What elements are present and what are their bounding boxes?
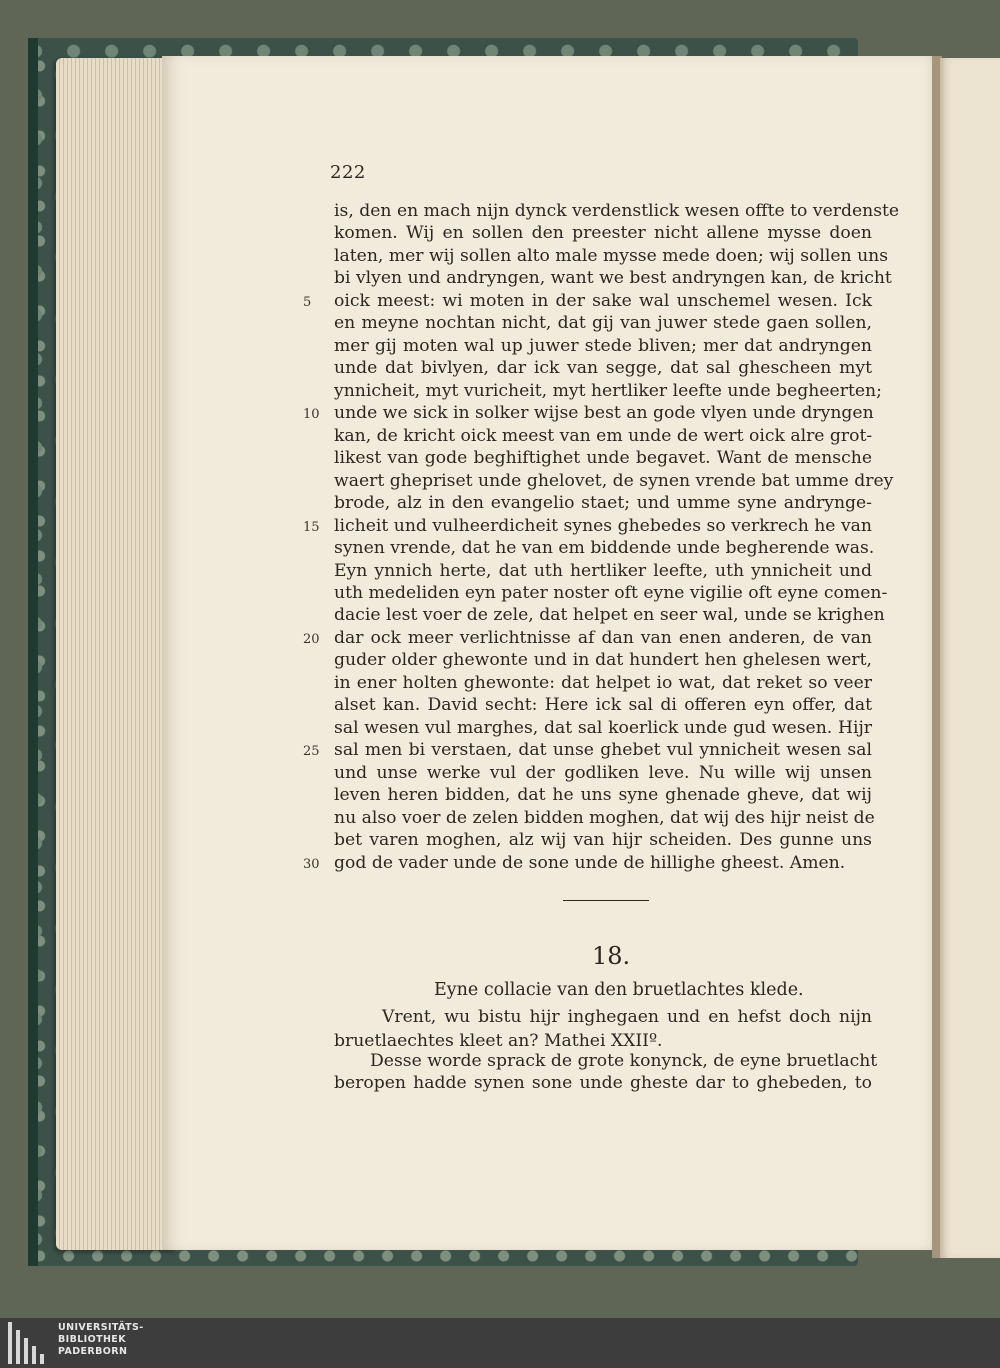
text-line: god de vader unde de sone unde de hillighe gheest. Amen. (334, 853, 846, 873)
text-line: dacie lest voer de zele, dat helpet en seer wal, unde se krighen (334, 605, 885, 625)
text-line: und unse werke vul der godliken leve. Nu wille wij unsen (334, 763, 872, 783)
text-line: waert ghepriset unde ghelovet, de synen vrende bat umme drey (334, 471, 894, 491)
text-line: brode, alz in den evangelio staet; und umme syne andrynge- (334, 493, 872, 513)
text-line: Eyn ynnich herte, dat uth hertliker leefte, uth ynnicheit und (334, 561, 872, 581)
footer-line-3: PADERBORN (58, 1346, 128, 1357)
section-title: Eyne collacie van den bruetlachtes klede. (434, 980, 804, 1000)
text-line: komen. Wij en sollen den preester nicht allene mysse doen (334, 223, 872, 243)
page-stack (56, 58, 176, 1250)
section-number: 18. (592, 942, 631, 970)
section-text-line: Desse worde sprack de grote konynck, de eyne bruetlacht (370, 1051, 878, 1071)
text-line: nu also voer de zelen bidden moghen, dat wij des hijr neist de (334, 808, 875, 828)
text-line: kan, de kricht oick meest van em unde de wert oick alre grot- (334, 426, 873, 446)
line-number: 20 (303, 632, 320, 647)
text-line: guder older ghewonte und in dat hundert hen ghelesen wert, (334, 650, 872, 670)
library-logo-icon (8, 1322, 48, 1364)
footer-line-2: BIBLIOTHEK (58, 1334, 126, 1345)
page-number: 222 (330, 162, 366, 183)
section-text-line: Vrent, wu bistu hijr inghegaen und en hefst doch nijn (382, 1007, 872, 1027)
text-line: synen vrende, dat he van em biddende unde begherende was. (334, 538, 875, 558)
section-text-line: bruetlaechtes kleet an? Mathei XXIIº. (334, 1031, 663, 1051)
text-line: unde we sick in solker wijse best an gode vlyen unde dryngen (334, 403, 874, 423)
line-number: 15 (303, 520, 320, 535)
text-line: likest van gode beghiftighet unde begavet. Want de mensche (334, 448, 872, 468)
text-line: is, den en mach nijn dynck verdenstlick wesen offte to verdenste (334, 201, 900, 221)
text-line: in ener holten ghewonte: dat helpet io wat, dat reket so veer (334, 673, 872, 693)
text-line: alset kan. David secht: Here ick sal di offeren eyn offer, dat (334, 695, 872, 715)
text-line: oick meest: wi moten in der sake wal unschemel wesen. Ick (334, 291, 872, 311)
line-number: 30 (303, 857, 320, 872)
text-line: unde dat bivlyen, dar ick van segge, dat sal ghescheen myt (334, 358, 872, 378)
line-number: 5 (303, 295, 312, 310)
text-line: mer gij moten wal up juwer stede bliven; mer dat andryngen (334, 336, 872, 356)
line-number: 25 (303, 744, 320, 759)
section-text-line: beropen hadde synen sone unde gheste dar to ghebeden, to (334, 1073, 872, 1093)
text-line: licheit und vulheerdicheit synes ghebedes so verkrech he van (334, 516, 872, 536)
text-line: dar ock meer verlichtnisse af dan van enen anderen, de van (334, 628, 872, 648)
cover-spine-edge (28, 38, 38, 1266)
text-line: uth medeliden eyn pater noster oft eyne vigilie oft eyne comen- (334, 583, 888, 603)
line-number: 10 (303, 407, 320, 422)
facing-page-edge (940, 58, 1000, 1258)
footer-line-1: UNIVERSITÄTS- (58, 1322, 144, 1333)
text-line: bet varen moghen, alz wij van hijr scheiden. Des gunne uns (334, 830, 872, 850)
text-line: sal men bi verstaen, dat unse ghebet vul ynnicheit wesen sal (334, 740, 872, 760)
library-footer (0, 1318, 1000, 1368)
section-divider (563, 900, 649, 901)
text-line: ynnicheit, myt vuricheit, myt hertliker leefte unde begheerten; (334, 381, 882, 401)
text-line: leven heren bidden, dat he uns syne ghenade gheve, dat wij (334, 785, 872, 805)
text-line: en meyne nochtan nicht, dat gij van juwer stede gaen sollen, (334, 313, 872, 333)
text-line: laten, mer wij sollen alto male mysse mede doen; wij sollen uns (334, 246, 889, 266)
text-line: bi vlyen und andryngen, want we best andryngen kan, de kricht (334, 268, 892, 288)
text-line: sal wesen vul marghes, dat sal koerlick unde gud wesen. Hijr (334, 718, 872, 738)
